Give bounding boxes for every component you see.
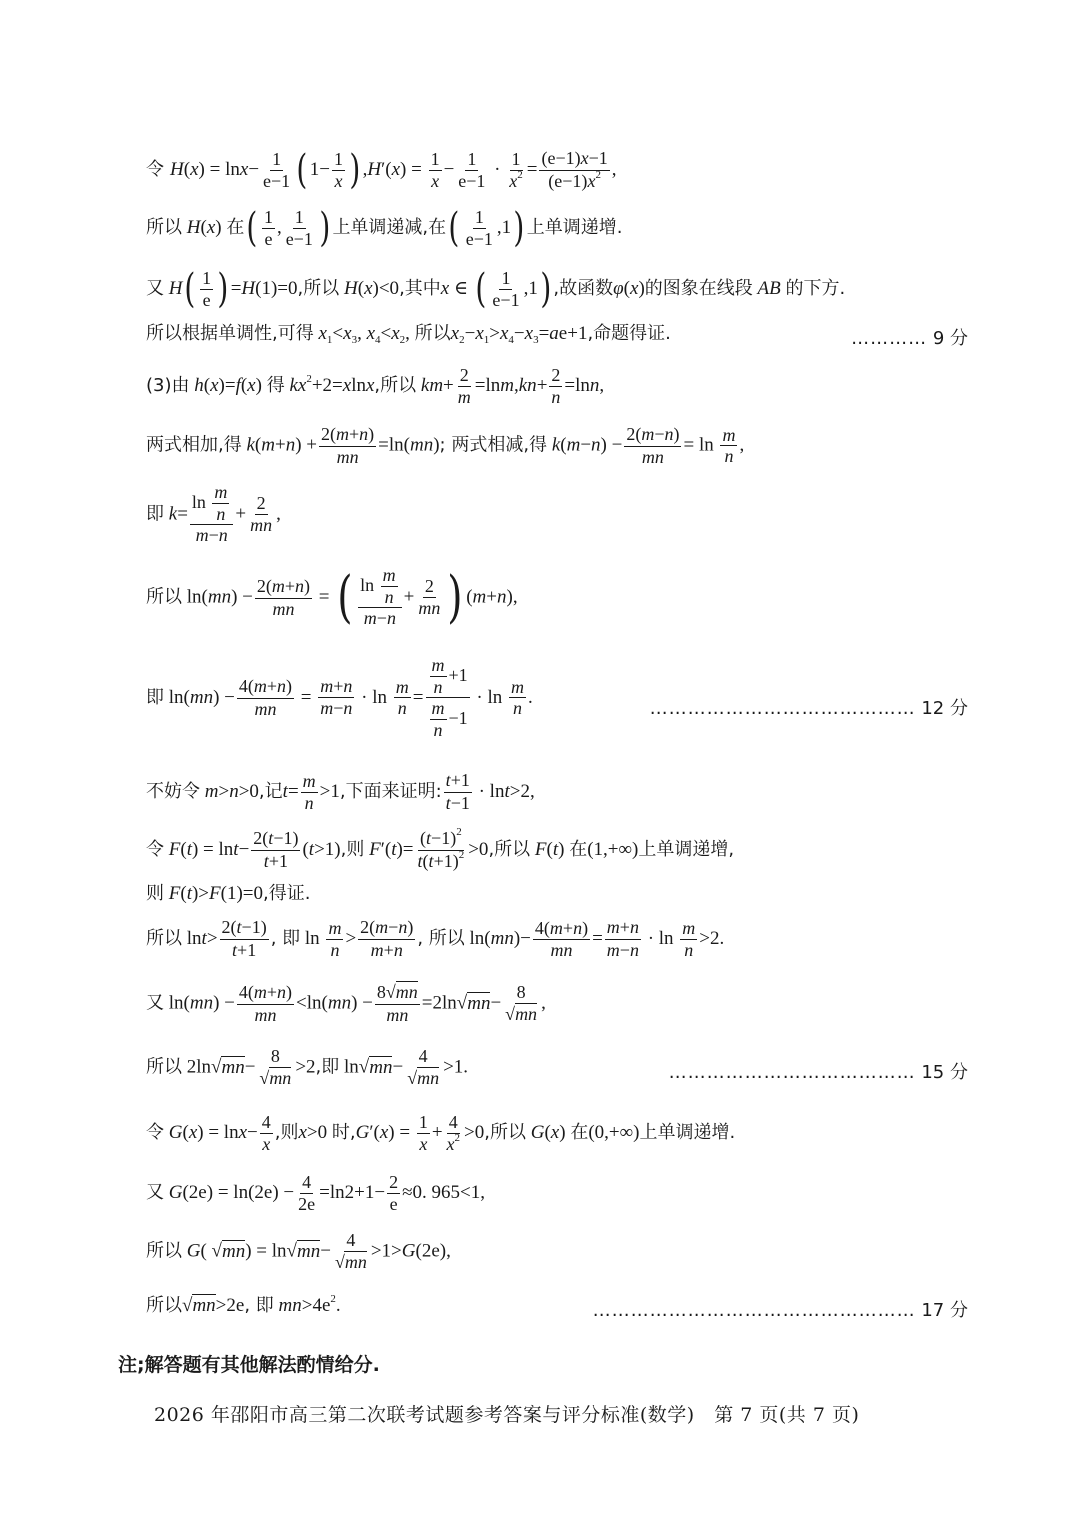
formula-line-13: 所以 lnt> $\frac{2(t-1)}{t+1}$ , 即 ln $\frac{m}{n}$ > $\frac{2(m-n)}{m+n}$ , 所以 ln(mn)− $\frac{4(m+n)}{mn}$ = $\frac{m+n}{m-n}$ · ln $\frac{m}{n}$ >2. (146, 917, 725, 961)
formula-line-12: 则 F(t)>F(1)=0,得证. (146, 883, 311, 904)
formula-line-10: 不妨令 m>n>0,记t= $\frac{m}{n}$ >1,下面来证明: $\frac{t+1}{t-1}$ · lnt>2, (146, 770, 535, 813)
formula-line-1: 令 H(x) = lnx− $\frac{1}{e-1}$ ( 1− $\frac{1}{x}$ ) ,H′(x) = $\frac{1}{x}$ − $\frac{1}{e-1}$ · $\frac{1}{x^2}$ = $\frac{(e-1)x-1}{(e-1)x^2}$ , (146, 147, 617, 194)
text-ling: 令 (146, 159, 164, 181)
formula-line-14: 又 ln(mn) − $\frac{4(m+n)}{mn}$ <ln(mn) − $\frac{8√mn}{mn}$ =2ln√mn− $\frac{8}{√mn}$ , (146, 982, 546, 1025)
score-17: …………………………………………… 17 分 (592, 1300, 968, 1321)
formula-line-15: 所以 2ln√mn− $\frac{8}{√mn}$ >2,即 ln√mn− $\frac{4}{√mn}$ >1. (146, 1046, 469, 1088)
formula-line-7: 即 k= ln $\frac{m}{n}$ m−n + $\frac{2}{mn}$ , (146, 482, 281, 546)
formula-line-18: 所以 G( √mn) = ln√mn− $\frac{4}{√mn}$ >1>G(2e), (146, 1230, 451, 1272)
formula-line-9: 即 ln(mn) − $\frac{4(m+n)}{mn}$ = $\frac{m+n}{m-n}$ · ln $\frac{m}{n}$ = $\frac{m}{n}$ +1 $\frac{m}{n}$ −1 · ln $\frac{m}{n}$ . (146, 655, 533, 741)
formula-line-5: (3)由 h(x)=f(x) 得 $kx^2+2=xlnx$,所以 km+ $\frac{2}{m}$ =lnm,kn+ $\frac{2}{n}$ =lnn, (146, 365, 605, 407)
formula-line-17: 又 G(2e) = ln(2e) − $\frac{4}{2e}$ =ln2+1− $\frac{2}{e}$ ≈0. 965<1, (146, 1172, 485, 1214)
formula-line-2: 所以 H(x) 在( $\frac{1}{e}$ , $\frac{1}{e-1}$ ) 上单调递减,在( $\frac{1}{e-1}$ ,1) 上单调递增. (146, 205, 623, 252)
formula-line-3: 又 H( $\frac{1}{e}$ ) =H(1)=0,所以 H(x)<0,其中x ∈ ( $\frac{1}{e-1}$ ,1) ,故函数φ(x)的图象在线段 AB 的下方. (146, 266, 846, 313)
page-footer: 2026 年邵阳市高三第二次联考试题参考答案与评分标准(数学) 第 7 页(共 7 页) (154, 1404, 860, 1426)
score-15: ………………………………… 15 分 (668, 1062, 968, 1083)
formula-line-8: 所以 ln(mn) − $\frac{2(m+n)}{mn}$ = ( ln $\frac{m}{n}$ m−n + $\frac{2}{mn}$ ) (m+n), (146, 564, 518, 630)
score-12: …………………………………… 12 分 (649, 698, 968, 719)
formula-line-11: 令 F(t) = lnt− $\frac{2(t-1)}{t+1}$ (t>1),则 F′(t)= $\frac{(t-1)^2}{t(t+1)^2}$ >0,所以 F(t) 在(1,+∞)上单调递增, (146, 826, 735, 871)
formula-line-6: 两式相加,得 k(m+n) + $\frac{2(m+n)}{mn}$ =ln(mn); 两式相减,得 k(m−n) − $\frac{2(m-n)}{mn}$ = ln $\frac{m}{n}$ , (146, 424, 745, 467)
formula-line-19: 所以√mn>2e, 即 $mn>4e^2$. (146, 1293, 341, 1316)
formula-line-16: 令 G(x) = lnx− $\frac{4}{x}$ ,则x>0 时,G′(x) = $\frac{1}{x}$ + $\frac{4}{x^2}$ >0,所以 G(x) 在(0,+∞)上单调递增. (146, 1112, 736, 1154)
grading-note: 注;解答题有其他解法酌情给分. (118, 1354, 380, 1376)
score-9: ………… 9 分 (851, 328, 968, 349)
formula-line-4: 所以根据单调性,可得 $x_1<x_3$, $x_4<x_2$, 所以$x_2-x_1>x_4-x_3=ae+1$,命题得证. (146, 323, 671, 346)
